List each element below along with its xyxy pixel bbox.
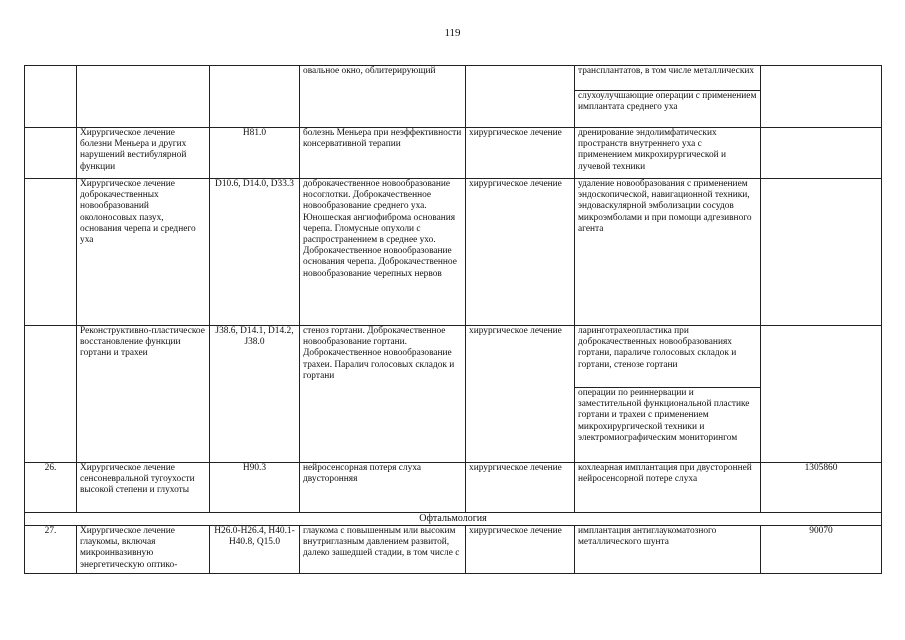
procedure-name: Хирургическое лечение доброкачественных новообразований околоносовых пазух, основания черепа и среднего уха	[77, 179, 210, 326]
treatment-method: имплантация антиглаукоматозного металлического шунта	[575, 526, 761, 574]
disease-model: глаукома с повышенным или высоким внутриглазным давлением развитой, далеко зашедшей стадии, в том числе с	[300, 526, 466, 574]
treatment-method: операции по реиннервации и заместительной функциональной пластике гортани и трахеи с применением микрохирургической техники и электромиографическим мониторингом	[575, 388, 761, 463]
procedure-name	[77, 66, 210, 128]
cost-norm	[761, 128, 882, 179]
row-number	[25, 66, 77, 128]
disease-model: нейросенсорная потеря слуха двусторонняя	[300, 463, 466, 513]
disease-model: болезнь Меньера при неэффективности консервативной терапии	[300, 128, 466, 179]
section-title: Офтальмология	[25, 513, 882, 526]
treatment-type: хирургическое лечение	[466, 326, 575, 463]
disease-model: доброкачественное новообразование носоглотки. Доброкачественное новообразование среднего уха. Юношеская ангиофиброма основания черепа. Гломусные опухоли с распространением в среднее ухо. Доброкачественное новообразование основания черепа. Доброкачественное новообразование черепных нервов	[300, 179, 466, 326]
section-row	[25, 513, 882, 526]
table-row	[25, 526, 882, 574]
treatment-type	[466, 66, 575, 128]
icd-codes: D10.6, D14.0, D33.3	[210, 179, 300, 326]
row-number	[25, 326, 77, 463]
procedure-name: Хирургическое лечение глаукомы, включая микроинвазивную энергетическую оптико-	[77, 526, 210, 574]
treatment-method: кохлеарная имплантация при двусторонней нейросенсорной потере слуха	[575, 463, 761, 513]
cost-norm	[761, 66, 882, 128]
icd-codes: H26.0-H26.4, H40.1- H40.8, Q15.0	[210, 526, 300, 574]
table-row	[25, 326, 882, 388]
table-row	[25, 66, 882, 91]
treatment-method: трансплантатов, в том числе металлических	[575, 66, 761, 91]
procedure-name: Хирургическое лечение болезни Меньера и других нарушений вестибулярной функции	[77, 128, 210, 179]
treatment-method: слухоулучшающие операции с применением имплантата среднего уха	[575, 91, 761, 128]
row-number	[25, 128, 77, 179]
disease-model: стеноз гортани. Доброкачественное новообразование гортани. Доброкачественное новообразование трахеи. Паралич голосовых складок и гортани	[300, 326, 466, 463]
cost-norm: 90070	[761, 526, 882, 574]
row-number: 27.	[25, 526, 77, 574]
table-row	[25, 463, 882, 513]
treatment-type: хирургическое лечение	[466, 463, 575, 513]
icd-codes: H81.0	[210, 128, 300, 179]
row-number: 26.	[25, 463, 77, 513]
treatment-method: дренирование эндолимфатических пространств внутреннего уха с применением микрохирургической и лучевой техники	[575, 128, 761, 179]
table-row	[25, 179, 882, 326]
cost-norm: 1305860	[761, 463, 882, 513]
procedure-name: Хирургическое лечение сенсоневральной тугоухости высокой степени и глухоты	[77, 463, 210, 513]
treatment-type: хирургическое лечение	[466, 128, 575, 179]
row-number	[25, 179, 77, 326]
procedures-table	[24, 65, 882, 574]
table-row	[25, 128, 882, 179]
cost-norm	[761, 326, 882, 463]
treatment-method: ларинготрахеопластика при доброкачественных новообразованиях гортани, параличе голосовых складок и гортани, стенозе гортани	[575, 326, 761, 388]
procedure-name: Реконструктивно-пластическое восстановление функции гортани и трахеи	[77, 326, 210, 463]
icd-codes: H90.3	[210, 463, 300, 513]
disease-model: овальное окно, облитерирующий	[300, 66, 466, 128]
treatment-method: удаление новообразования с применением эндоскопической, навигационной техники, эндоваскулярной эмболизации сосудов микроэмболами и при помощи адгезивного агента	[575, 179, 761, 326]
page-number: 119	[444, 27, 461, 39]
cost-norm	[761, 179, 882, 326]
icd-codes: J38.6, D14.1, D14.2, J38.0	[210, 326, 300, 463]
treatment-type: хирургическое лечение	[466, 526, 575, 574]
treatment-type: хирургическое лечение	[466, 179, 575, 326]
icd-codes	[210, 66, 300, 128]
